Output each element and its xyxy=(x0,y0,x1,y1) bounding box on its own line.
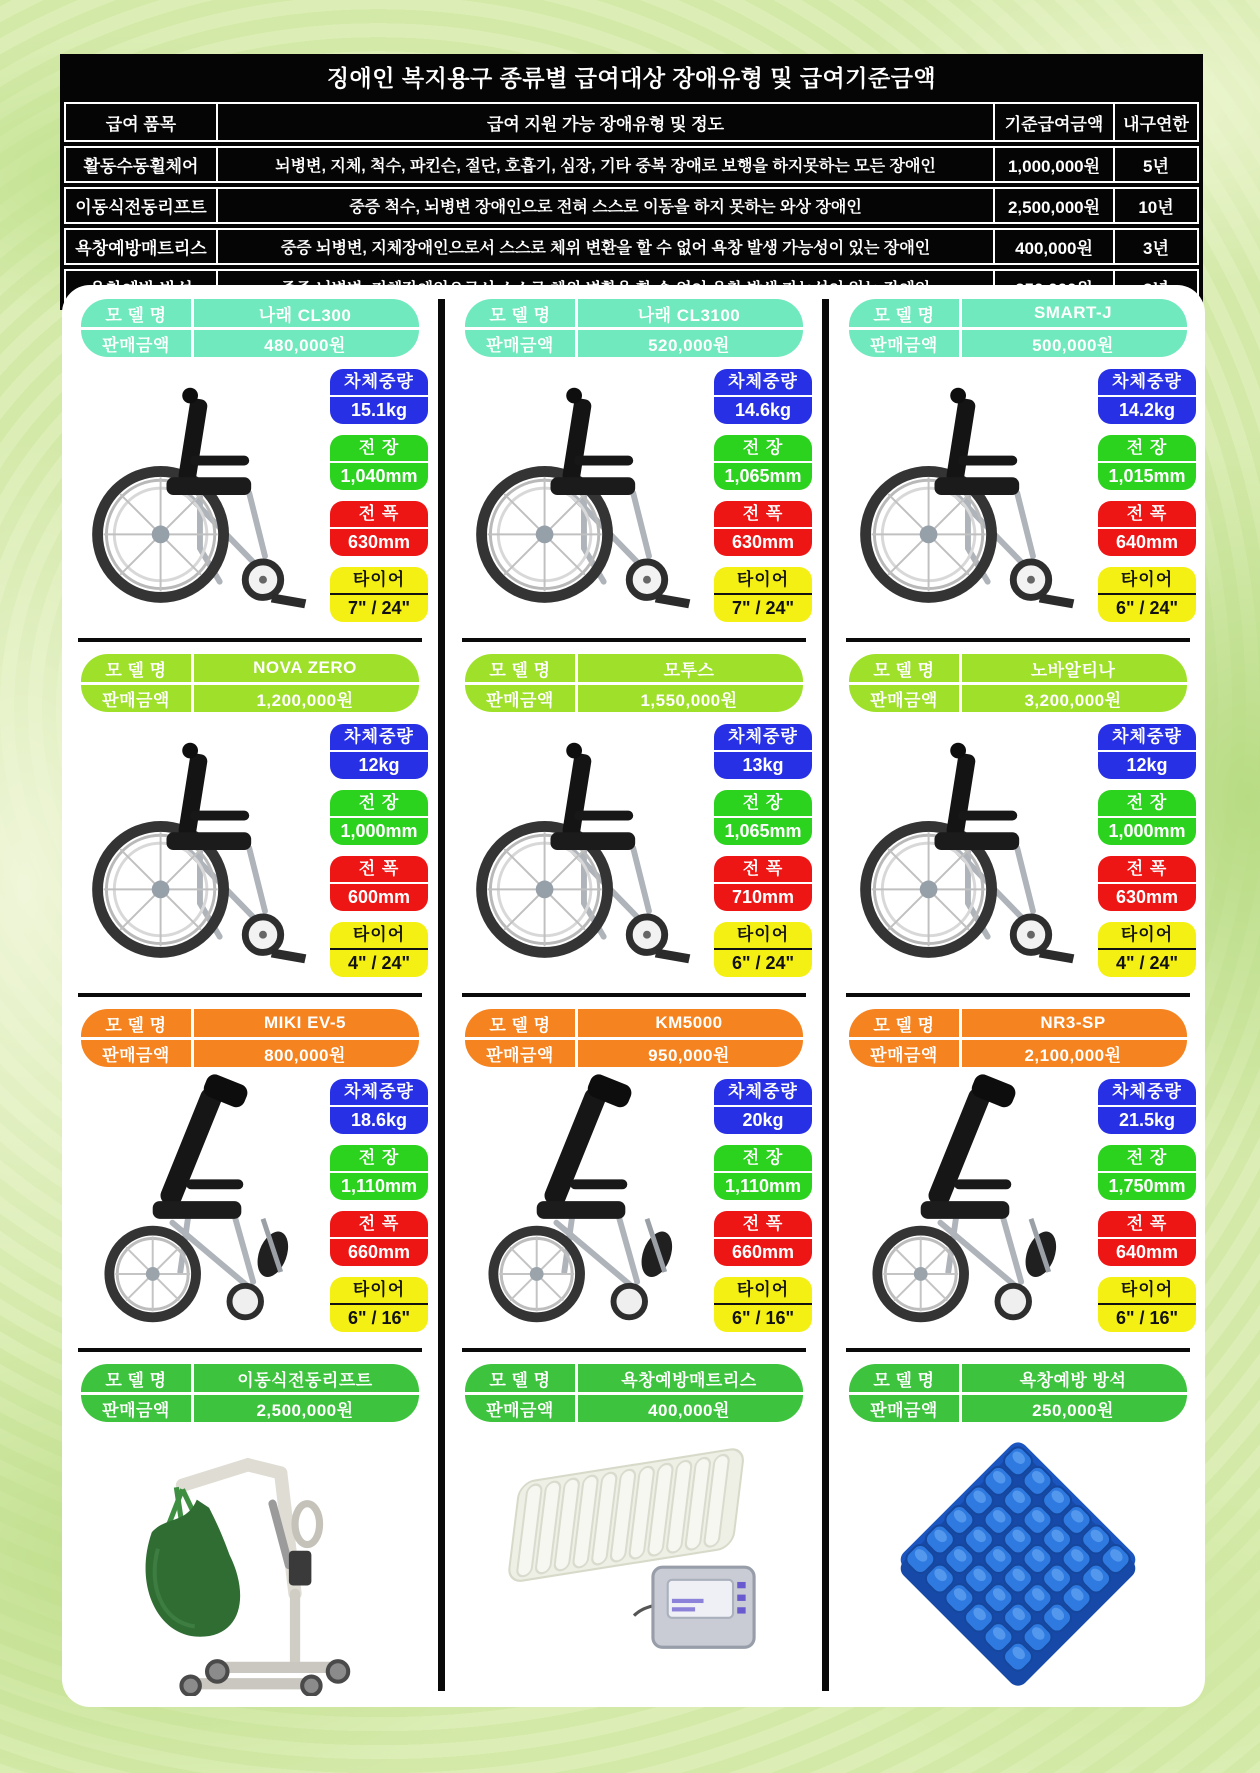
spec-badges xyxy=(1098,369,1196,633)
model-name-label: 모 델 명 xyxy=(465,1364,578,1395)
price-value: 3,200,000원 xyxy=(1024,691,1122,710)
column-divider xyxy=(438,299,445,1691)
row-desc: 중증 뇌병변, 지체장애인으로서 스스로 체위 변환을 할 수 없어 욕창 발생 가능성이 있는 장애인 xyxy=(216,230,995,263)
manual-wheelchair-image xyxy=(70,361,326,633)
spec-label: 전 장 xyxy=(1126,438,1168,457)
spec-value: 600mm xyxy=(330,882,428,911)
spec-badge xyxy=(330,1079,428,1134)
model-name-value: 노바알티나 xyxy=(959,654,1187,685)
spec-label: 전 폭 xyxy=(1126,504,1168,523)
table-header-row xyxy=(64,102,1199,142)
spec-badge xyxy=(330,1211,428,1266)
spec-label: 전 장 xyxy=(742,793,784,812)
spec-badge xyxy=(714,1145,812,1200)
spec-value: 14.6kg xyxy=(714,395,812,424)
spec-badge xyxy=(330,567,428,622)
model-name-value: KM5000 xyxy=(575,1009,803,1040)
row-item: 이동식전동리프트 xyxy=(75,198,207,217)
model-header xyxy=(849,299,1187,357)
model-name-label: 모 델 명 xyxy=(81,1364,194,1395)
price-label: 판매금액 xyxy=(465,330,578,357)
spec-value: 7" / 24" xyxy=(330,593,428,622)
model-header xyxy=(81,1364,419,1422)
spec-value: 6" / 24" xyxy=(714,948,812,977)
spec-badge xyxy=(714,1277,812,1332)
spec-value: 15.1kg xyxy=(330,395,428,424)
row-item: 활동수동휠체어 xyxy=(83,157,199,176)
price-label: 판매금액 xyxy=(465,1040,578,1067)
spec-badge xyxy=(714,501,812,556)
spec-label: 전 폭 xyxy=(742,859,784,878)
product-image xyxy=(860,1430,1176,1696)
spec-badge xyxy=(714,1211,812,1266)
price-value: 2,100,000원 xyxy=(1024,1046,1122,1065)
spec-label: 타이어 xyxy=(352,570,406,589)
spec-label: 타이어 xyxy=(1120,570,1174,589)
spec-value: 1,750mm xyxy=(1098,1171,1196,1200)
spec-label: 차체중량 xyxy=(344,372,414,391)
manual-wheelchair-image xyxy=(838,361,1094,633)
spec-label: 전 폭 xyxy=(1126,859,1168,878)
product-card xyxy=(62,642,438,997)
table-row xyxy=(64,228,1199,265)
price-label: 판매금액 xyxy=(465,685,578,712)
price-value: 2,500,000원 xyxy=(256,1401,354,1420)
spec-badge xyxy=(1098,790,1196,845)
spec-label: 전 장 xyxy=(358,1148,400,1167)
spec-badge xyxy=(1098,435,1196,490)
benefit-table xyxy=(60,54,1203,310)
price-label: 판매금액 xyxy=(849,685,962,712)
model-name-value: 나래 CL3100 xyxy=(575,299,803,330)
spec-badges xyxy=(714,369,812,633)
model-name-label: 모 델 명 xyxy=(81,1009,194,1040)
product-card xyxy=(62,1352,438,1707)
row-life: 3년 xyxy=(1113,230,1197,263)
spec-badge xyxy=(1098,567,1196,622)
manual-wheelchair-image xyxy=(838,716,1094,988)
spec-label: 타이어 xyxy=(352,1280,406,1299)
product-card xyxy=(446,642,822,997)
header-amount: 기준급여금액 xyxy=(1004,114,1104,134)
spec-value: 1,110mm xyxy=(330,1171,428,1200)
spec-value: 21.5kg xyxy=(1098,1105,1196,1134)
product-card xyxy=(446,287,822,642)
patient-lift-image xyxy=(92,1430,408,1696)
spec-label: 전 장 xyxy=(358,793,400,812)
spec-value: 18.6kg xyxy=(330,1105,428,1134)
model-header xyxy=(81,1009,419,1067)
spec-badge xyxy=(330,1145,428,1200)
header-desc: 급여 지원 가능 장애유형 및 정도 xyxy=(216,104,995,140)
model-header xyxy=(81,654,419,712)
spec-badges xyxy=(1098,724,1196,988)
price-label: 판매금액 xyxy=(849,1040,962,1067)
spec-value: 12kg xyxy=(330,750,428,779)
model-name-value: 나래 CL300 xyxy=(191,299,419,330)
spec-badge xyxy=(714,790,812,845)
reclining-wheelchair-image xyxy=(70,1071,326,1343)
row-life: 5년 xyxy=(1113,148,1197,181)
spec-value: 20kg xyxy=(714,1105,812,1134)
spec-badges xyxy=(714,724,812,988)
spec-badge xyxy=(714,435,812,490)
model-name-value: SMART-J xyxy=(959,299,1187,330)
spec-badge xyxy=(330,435,428,490)
row-amount: 2,500,000원 xyxy=(1007,198,1101,217)
header-item: 급여 품목 xyxy=(105,114,177,134)
price-label: 판매금액 xyxy=(849,330,962,357)
price-label: 판매금액 xyxy=(81,1395,194,1422)
price-value: 950,000원 xyxy=(648,1046,730,1065)
table-title: 징애인 복지용구 종류별 급여대상 장애유형 및 급여기준금액 xyxy=(326,65,937,91)
air-cushion-image xyxy=(860,1430,1176,1696)
spec-value: 1,000mm xyxy=(330,816,428,845)
row-desc: 뇌병변, 지체, 척수, 파킨슨, 절단, 호흡기, 심장, 기타 중복 장애로 보행을 하지못하는 모든 장애인 xyxy=(216,148,995,181)
product-card xyxy=(446,1352,822,1707)
model-header xyxy=(849,654,1187,712)
spec-value: 7" / 24" xyxy=(714,593,812,622)
product-card xyxy=(62,997,438,1352)
spec-value: 710mm xyxy=(714,882,812,911)
spec-label: 전 장 xyxy=(742,1148,784,1167)
price-value: 1,550,000원 xyxy=(640,691,738,710)
model-header xyxy=(849,1009,1187,1067)
spec-value: 6" / 24" xyxy=(1098,593,1196,622)
product-image xyxy=(454,1071,710,1343)
spec-label: 차체중량 xyxy=(1112,372,1182,391)
price-label: 판매금액 xyxy=(81,330,194,357)
product-card xyxy=(830,997,1206,1352)
model-header xyxy=(81,299,419,357)
spec-badge xyxy=(714,856,812,911)
price-label: 판매금액 xyxy=(849,1395,962,1422)
spec-badge xyxy=(1098,369,1196,424)
model-name-label: 모 델 명 xyxy=(81,654,194,685)
row-life: 10년 xyxy=(1113,189,1197,222)
spec-value: 6" / 16" xyxy=(1098,1303,1196,1332)
spec-badge xyxy=(330,1277,428,1332)
spec-label: 전 장 xyxy=(358,438,400,457)
spec-value: 13kg xyxy=(714,750,812,779)
model-name-label: 모 델 명 xyxy=(81,299,194,330)
spec-value: 6" / 16" xyxy=(714,1303,812,1332)
spec-badges xyxy=(330,724,428,988)
spec-value: 12kg xyxy=(1098,750,1196,779)
row-desc: 중증 척수, 뇌병변 장애인으로 전혀 스스로 이동을 하지 못하는 와상 장애인 xyxy=(216,189,995,222)
price-value: 500,000원 xyxy=(1032,336,1114,355)
model-name-value: 모투스 xyxy=(575,654,803,685)
price-label: 판매금액 xyxy=(81,685,194,712)
row-amount: 1,000,000원 xyxy=(1007,157,1101,176)
product-image xyxy=(476,1430,792,1696)
spec-label: 차체중량 xyxy=(728,727,798,746)
spec-value: 640mm xyxy=(1098,527,1196,556)
spec-value: 630mm xyxy=(714,527,812,556)
model-header xyxy=(849,1364,1187,1422)
price-value: 400,000원 xyxy=(648,1401,730,1420)
column-divider xyxy=(822,299,829,1691)
model-name-label: 모 델 명 xyxy=(849,1009,962,1040)
spec-badges xyxy=(714,1079,812,1343)
spec-badge xyxy=(1098,922,1196,977)
model-name-value: NOVA ZERO xyxy=(191,654,419,685)
spec-label: 전 폭 xyxy=(358,859,400,878)
product-grid-panel xyxy=(62,285,1205,1707)
product-card xyxy=(446,997,822,1352)
spec-value: 1,015mm xyxy=(1098,461,1196,490)
product-card xyxy=(830,1352,1206,1707)
spec-badge xyxy=(330,856,428,911)
spec-label: 차체중량 xyxy=(1112,1082,1182,1101)
model-header xyxy=(465,1364,803,1422)
spec-value: 1,000mm xyxy=(1098,816,1196,845)
spec-badge xyxy=(330,369,428,424)
price-label: 판매금액 xyxy=(81,1040,194,1067)
price-label: 판매금액 xyxy=(465,1395,578,1422)
model-name-label: 모 델 명 xyxy=(849,299,962,330)
spec-badge xyxy=(1098,1145,1196,1200)
manual-wheelchair-image xyxy=(454,716,710,988)
spec-badge xyxy=(1098,1277,1196,1332)
spec-value: 4" / 24" xyxy=(1098,948,1196,977)
spec-value: 660mm xyxy=(714,1237,812,1266)
spec-badge xyxy=(714,369,812,424)
spec-value: 1,065mm xyxy=(714,816,812,845)
model-header xyxy=(465,654,803,712)
spec-badge xyxy=(330,922,428,977)
spec-badge xyxy=(714,724,812,779)
price-value: 250,000원 xyxy=(1032,1401,1114,1420)
price-value: 520,000원 xyxy=(648,336,730,355)
table-row xyxy=(64,146,1199,183)
model-name-value: 욕창예방매트리스 xyxy=(575,1364,803,1395)
spec-value: 630mm xyxy=(1098,882,1196,911)
spec-badge xyxy=(330,790,428,845)
spec-value: 6" / 16" xyxy=(330,1303,428,1332)
product-image xyxy=(454,361,710,633)
spec-label: 차체중량 xyxy=(344,1082,414,1101)
spec-label: 전 장 xyxy=(1126,793,1168,812)
spec-value: 630mm xyxy=(330,527,428,556)
spec-badge xyxy=(714,567,812,622)
spec-value: 1,065mm xyxy=(714,461,812,490)
spec-label: 타이어 xyxy=(736,925,790,944)
spec-label: 전 장 xyxy=(742,438,784,457)
spec-value: 660mm xyxy=(330,1237,428,1266)
spec-label: 전 폭 xyxy=(358,1214,400,1233)
manual-wheelchair-image xyxy=(454,361,710,633)
spec-label: 차체중량 xyxy=(728,1082,798,1101)
spec-value: 14.2kg xyxy=(1098,395,1196,424)
spec-badge xyxy=(714,1079,812,1134)
reclining-wheelchair-image xyxy=(454,1071,710,1343)
spec-badges xyxy=(330,1079,428,1343)
header-life: 내구연한 xyxy=(1113,104,1197,140)
spec-label: 차체중량 xyxy=(728,372,798,391)
spec-value: 4" / 24" xyxy=(330,948,428,977)
spec-badges xyxy=(330,369,428,633)
model-name-value: NR3-SP xyxy=(959,1009,1187,1040)
spec-badge xyxy=(714,922,812,977)
spec-badge xyxy=(330,501,428,556)
product-image xyxy=(70,361,326,633)
spec-badge xyxy=(330,724,428,779)
spec-label: 타이어 xyxy=(736,1280,790,1299)
product-image xyxy=(838,1071,1094,1343)
table-row xyxy=(64,187,1199,224)
spec-label: 전 장 xyxy=(1126,1148,1168,1167)
product-image xyxy=(454,716,710,988)
spec-label: 타이어 xyxy=(352,925,406,944)
spec-value: 1,040mm xyxy=(330,461,428,490)
spec-label: 전 폭 xyxy=(1126,1214,1168,1233)
manual-wheelchair-image xyxy=(70,716,326,988)
product-image xyxy=(92,1430,408,1696)
spec-badges xyxy=(1098,1079,1196,1343)
model-name-label: 모 델 명 xyxy=(465,1009,578,1040)
product-image xyxy=(838,716,1094,988)
model-name-value: 이동식전동리프트 xyxy=(191,1364,419,1395)
model-name-value: 욕창예방 방석 xyxy=(959,1364,1187,1395)
model-header xyxy=(465,1009,803,1067)
reclining-wheelchair-image xyxy=(838,1071,1094,1343)
spec-label: 타이어 xyxy=(736,570,790,589)
product-image xyxy=(838,361,1094,633)
price-value: 1,200,000원 xyxy=(256,691,354,710)
spec-badge xyxy=(1098,1211,1196,1266)
model-name-label: 모 델 명 xyxy=(849,1364,962,1395)
air-mattress-image xyxy=(476,1430,792,1696)
spec-value: 640mm xyxy=(1098,1237,1196,1266)
spec-badge xyxy=(1098,856,1196,911)
model-name-label: 모 델 명 xyxy=(465,654,578,685)
product-image xyxy=(70,716,326,988)
product-card xyxy=(830,287,1206,642)
spec-value: 1,110mm xyxy=(714,1171,812,1200)
model-name-label: 모 델 명 xyxy=(849,654,962,685)
spec-badge xyxy=(1098,501,1196,556)
price-value: 480,000원 xyxy=(264,336,346,355)
row-item: 욕창예방매트리스 xyxy=(75,239,207,258)
spec-label: 전 폭 xyxy=(742,1214,784,1233)
spec-badge xyxy=(1098,1079,1196,1134)
spec-label: 타이어 xyxy=(1120,1280,1174,1299)
row-amount: 400,000원 xyxy=(1015,239,1093,258)
model-header xyxy=(465,299,803,357)
spec-label: 전 폭 xyxy=(358,504,400,523)
spec-label: 전 폭 xyxy=(742,504,784,523)
spec-label: 타이어 xyxy=(1120,925,1174,944)
product-card xyxy=(62,287,438,642)
model-name-value: MIKI EV-5 xyxy=(191,1009,419,1040)
product-image xyxy=(70,1071,326,1343)
model-name-label: 모 델 명 xyxy=(465,299,578,330)
product-card xyxy=(830,642,1206,997)
spec-badge xyxy=(1098,724,1196,779)
spec-label: 차체중량 xyxy=(1112,727,1182,746)
spec-label: 차체중량 xyxy=(344,727,414,746)
price-value: 800,000원 xyxy=(264,1046,346,1065)
